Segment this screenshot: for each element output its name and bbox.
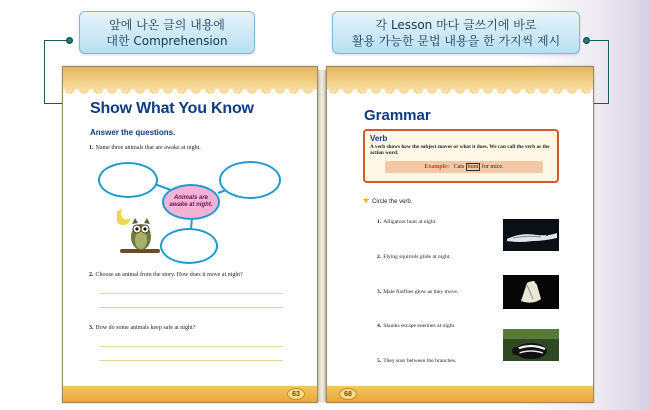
alligator-photo	[503, 219, 559, 251]
verb-definition-box	[363, 129, 559, 183]
sentence-number: 1.	[377, 219, 382, 225]
page-number: 68	[339, 388, 357, 400]
sentence-number: 5.	[377, 358, 382, 364]
owl-illustration	[117, 205, 161, 257]
sentence-number: 3.	[377, 289, 382, 295]
page-bottom-band	[327, 386, 593, 402]
callout-grammar	[332, 11, 580, 54]
callout-right-line-h	[589, 40, 609, 41]
sentence-text: Skunks escape enemies at night.	[383, 323, 456, 329]
callout-comprehension	[79, 11, 255, 54]
page-top-band	[63, 67, 317, 89]
answer-line[interactable]	[99, 346, 283, 347]
answer-line[interactable]	[99, 307, 283, 308]
web-bubble-empty[interactable]	[160, 228, 218, 264]
sentence-text: Alligators hunt at night.	[383, 219, 437, 225]
web-center-bubble	[162, 184, 220, 220]
web-bubble-empty[interactable]	[219, 161, 281, 199]
verb-box-title: Verb	[370, 134, 388, 143]
book-spine	[318, 70, 326, 402]
instruction-row	[362, 195, 412, 206]
web-center-line2: awake at night.	[169, 202, 213, 208]
page-number: 63	[287, 388, 305, 400]
verb-definition: A verb shows how the subject moves or what it does. We can call the verb as the action word.	[370, 144, 550, 156]
sentence-item[interactable]	[377, 358, 456, 364]
question-number: 1.	[89, 145, 94, 151]
star-icon: ★	[362, 195, 371, 205]
sentence-item[interactable]	[377, 289, 458, 295]
example-bar	[385, 161, 543, 173]
example-verb: hunt	[467, 164, 479, 170]
callout-left-line1: 앞에 나온 글의 내용에	[109, 18, 225, 32]
page-title: Grammar	[364, 107, 431, 124]
book-page-left	[62, 66, 318, 403]
question-2	[89, 272, 243, 278]
callout-right-line2: 활용 가능한 문법 내용을 한 가지씩 제시	[351, 34, 561, 48]
question-number: 2.	[89, 272, 94, 278]
page-top-band	[327, 67, 593, 89]
callout-left-line-h	[44, 40, 68, 41]
page-title: Show What You Know	[90, 100, 254, 117]
sentence-number: 4.	[377, 323, 382, 329]
sentence-item[interactable]	[377, 254, 451, 260]
example-label: Example:	[424, 164, 450, 170]
callout-left-line2: 대한 Comprehension	[106, 34, 228, 48]
question-text: Choose an animal from the story. How does it move at night?	[95, 272, 243, 278]
web-bubble-empty[interactable]	[98, 162, 158, 198]
sentence-text: Flying squirrels glide at night.	[383, 254, 451, 260]
sentence-text: They soar between the branches.	[383, 358, 457, 364]
firefly-photo	[503, 275, 559, 309]
web-center-line1: Animals are	[173, 195, 208, 201]
callout-right-line1: 각 Lesson 마다 글쓰기에 바로	[375, 18, 537, 32]
section-subtitle: Answer the questions.	[90, 128, 176, 137]
question-1	[89, 145, 201, 151]
answer-line[interactable]	[99, 360, 283, 361]
page-bottom-band	[63, 386, 317, 402]
example-subject: Cats	[453, 164, 465, 170]
sentence-item[interactable]	[377, 219, 437, 225]
skunk-photo	[503, 329, 559, 361]
book-page-right	[326, 66, 594, 403]
instruction-text: Circle the verb.	[372, 199, 413, 205]
question-text: How do some animals keep safe at night?	[95, 325, 196, 331]
question-3	[89, 325, 195, 331]
callout-left-line-v	[44, 40, 45, 104]
callout-right-line-v	[608, 40, 609, 104]
question-text: Name three animals that are awake at night.	[95, 145, 201, 151]
sentence-text: Male fireflies glow as they move.	[383, 289, 459, 295]
sentence-item[interactable]	[377, 323, 455, 329]
sentence-number: 2.	[377, 254, 382, 260]
question-number: 3.	[89, 325, 94, 331]
example-rest: for mice.	[481, 164, 504, 170]
answer-line[interactable]	[99, 293, 283, 294]
callout-left-line-h2	[44, 103, 64, 104]
